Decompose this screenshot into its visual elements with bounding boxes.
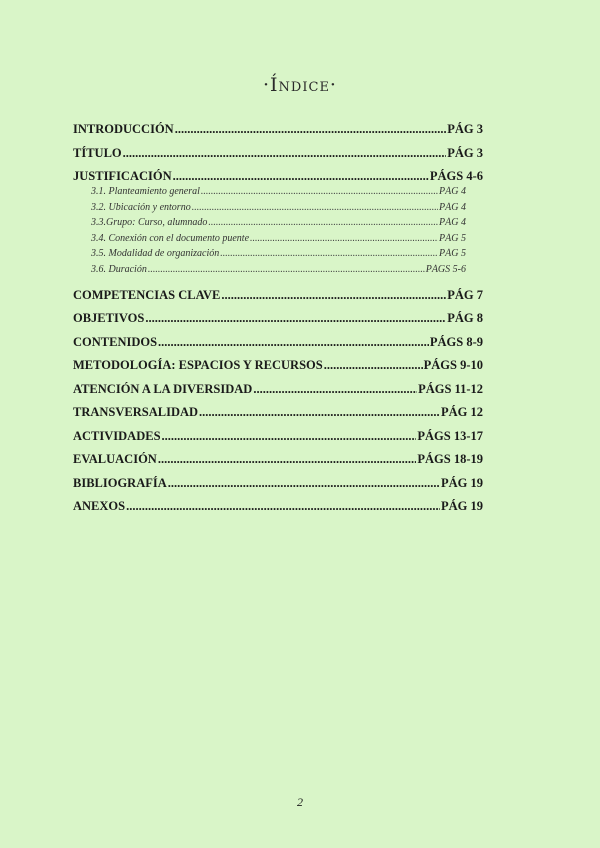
dot-leader xyxy=(162,429,417,444)
toc-entry-label: CONTENIDOS xyxy=(73,334,158,349)
toc-subentry-conexion[interactable] xyxy=(73,233,466,249)
toc-entry-page: PÁGS 9-10 xyxy=(423,358,483,373)
toc-entry-page: PÁG 3 xyxy=(447,122,483,136)
toc-subentry-page: PÁG 4 xyxy=(439,186,466,197)
toc-subentry-page: PÁG 4 xyxy=(439,201,466,213)
toc-entry-label: OBJETIVOS xyxy=(73,311,145,326)
toc-entry-label: ATENCIÓN A LA DIVERSIDAD xyxy=(73,381,253,396)
toc-subentry-duracion[interactable] xyxy=(73,264,466,280)
dot-leader xyxy=(221,288,446,303)
toc-entry-page: PÁG 7 xyxy=(447,287,483,302)
dot-leader xyxy=(168,476,440,491)
toc-entry-page: PÁGS 8-9 xyxy=(429,334,483,349)
toc-entry-label: METODOLOGÍA: ESPACIOS Y RECURSOS xyxy=(73,358,323,373)
toc-entry-bibliografia[interactable] xyxy=(73,476,483,500)
dot-leader xyxy=(148,264,425,275)
toc-entry-label: INTRODUCCIÓN xyxy=(73,122,174,136)
toc-subentry-label: 3.5. Modalidad de organización xyxy=(91,248,220,260)
dot-leader xyxy=(126,499,440,514)
toc-subentry-ubicacion[interactable] xyxy=(73,202,466,218)
dot-leader xyxy=(201,186,438,197)
toc-entry-anexos[interactable] xyxy=(73,499,483,523)
toc-subentry-modalidad[interactable] xyxy=(73,248,466,264)
toc-entry-contenidos[interactable] xyxy=(73,335,483,359)
dot-leader xyxy=(250,233,438,244)
toc-entry-metodologia[interactable] xyxy=(73,358,483,382)
toc-entry-label: TRANSVERSALIDAD xyxy=(73,405,199,420)
toc-entry-competencias[interactable] xyxy=(73,288,483,312)
dot-leader xyxy=(175,122,447,137)
toc-entry-label: JUSTIFICACIÓN xyxy=(73,169,172,183)
dot-leader xyxy=(158,452,417,467)
dot-leader xyxy=(253,382,417,397)
toc-entry-introduccion[interactable] xyxy=(73,122,483,146)
toc-entry-actividades[interactable] xyxy=(73,429,483,453)
spacer xyxy=(73,280,483,288)
toc-entry-page: PÁGS 13-17 xyxy=(417,428,483,443)
toc-entry-label: COMPETENCIAS CLAVE xyxy=(73,287,221,302)
toc-entry-label: ANEXOS xyxy=(73,499,126,514)
toc-subentry-grupo[interactable] xyxy=(73,217,466,233)
toc-entry-evaluacion[interactable] xyxy=(73,452,483,476)
toc-subentry-label: 3.4. Conexión con el documento puente xyxy=(91,232,250,244)
toc-entry-page: PÁG 3 xyxy=(447,145,483,160)
toc-entry-page: PÁG 8 xyxy=(447,311,483,326)
toc-subentry-planteamiento[interactable] xyxy=(73,186,466,202)
toc-entry-atencion-diversidad[interactable] xyxy=(73,382,483,406)
dot-leader xyxy=(192,202,438,213)
toc-entry-page: PÁGS 18-19 xyxy=(417,452,483,467)
dot-leader xyxy=(199,405,440,420)
toc-subentry-label: 3.1. Planteamiento general xyxy=(91,186,200,197)
toc-entry-objetivos[interactable] xyxy=(73,311,483,335)
toc-subentry-label: 3.6. Duración xyxy=(91,263,147,275)
toc-entry-page: PÁGS 11-12 xyxy=(418,381,483,396)
toc-subentry-page: PÁGS 5-6 xyxy=(425,263,466,275)
toc-entry-label: EVALUACIÓN xyxy=(73,452,157,467)
toc-entry-titulo[interactable] xyxy=(73,146,483,170)
table-of-contents xyxy=(73,122,483,523)
toc-entry-page: PÁGS 4-6 xyxy=(429,169,483,183)
toc-entry-transversalidad[interactable] xyxy=(73,405,483,429)
dot-leader xyxy=(123,146,447,161)
dot-leader xyxy=(208,217,438,228)
toc-entry-label: BIBLIOGRAFÍA xyxy=(73,475,167,490)
toc-entry-label: TÍTULO xyxy=(73,145,122,160)
toc-subentry-label: 3.2. Ubicación y entorno xyxy=(91,201,191,213)
page-number: 2 xyxy=(297,795,303,809)
toc-entry-justificacion[interactable] xyxy=(73,169,483,186)
page-title: ·Índice· xyxy=(263,74,337,96)
toc-subentry-label: 3.3.Grupo: Curso, alumnado xyxy=(91,217,208,229)
toc-subentry-page: PÁG 5 xyxy=(439,248,466,260)
toc-entry-page: PÁG 12 xyxy=(440,405,483,420)
dot-leader xyxy=(324,358,423,373)
dot-leader xyxy=(145,311,446,326)
toc-entry-page: PÁG 19 xyxy=(440,499,483,514)
toc-entry-page: PÁG 19 xyxy=(440,475,483,490)
dot-leader xyxy=(220,248,438,259)
toc-subentry-page: PÁG 4 xyxy=(439,217,466,229)
toc-entry-label: ACTIVIDADES xyxy=(73,428,161,443)
toc-subentry-page: PÁG 5 xyxy=(439,232,466,244)
dot-leader xyxy=(173,169,429,184)
dot-leader xyxy=(158,335,429,350)
